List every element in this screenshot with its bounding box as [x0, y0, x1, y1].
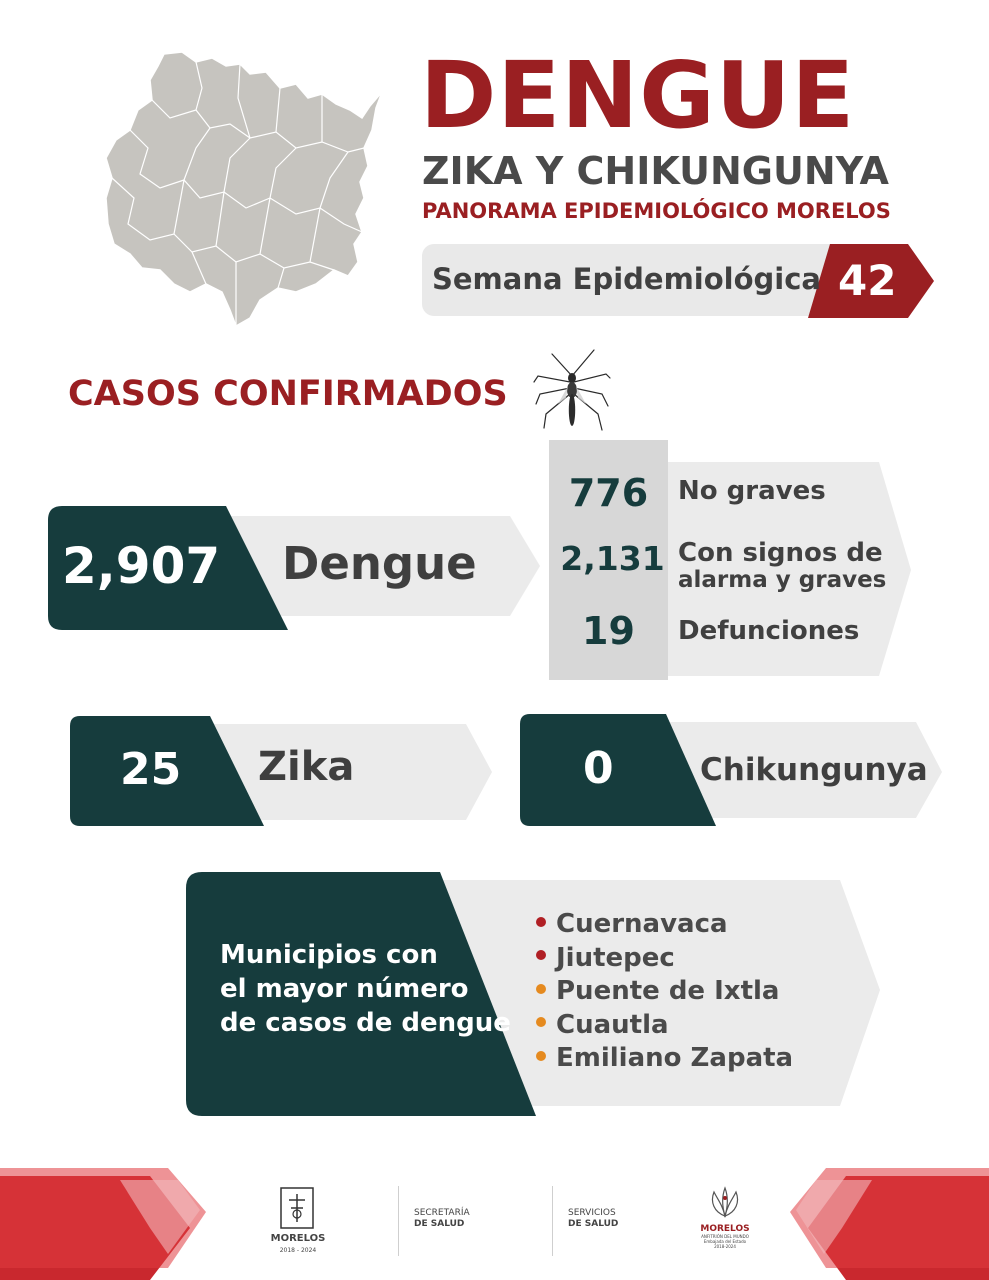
breakdown-no-graves-label: No graves — [678, 476, 826, 506]
municipios-list — [536, 908, 793, 1076]
footer-divider — [552, 1186, 553, 1256]
breakdown-no-graves-value: 776 — [568, 471, 649, 515]
footer-divider — [398, 1186, 399, 1256]
chikungunya-total: 0 — [583, 743, 614, 794]
bullet-dot-icon — [536, 1051, 546, 1061]
municipios-heading-line3: de casos de dengue — [220, 1008, 511, 1038]
morelos-logo-years: 2018 - 2024 — [279, 1247, 317, 1254]
municipios-heading-line1: Municipios con — [220, 940, 438, 970]
municipio-name: Puente de Ixtla — [556, 976, 780, 1006]
dengue-total: 2,907 — [62, 537, 221, 595]
municipio-name: Jiutepec — [556, 942, 675, 973]
bullet-dot-icon — [536, 1017, 546, 1027]
municipio-name: Cuernavaca — [556, 909, 728, 939]
morelos-logo-text: MORELOS — [270, 1233, 326, 1244]
casos-confirmados-title: CASOS CONFIRMADOS — [68, 374, 508, 414]
zika-total: 25 — [120, 744, 182, 795]
list-item — [536, 908, 793, 942]
municipios-heading — [220, 938, 520, 1040]
breakdown-alarma-label-line1: Con signos de — [678, 538, 883, 568]
breakdown-defunciones-label: Defunciones — [678, 616, 860, 646]
breakdown-alarma-value: 2,131 — [560, 539, 665, 578]
morelos-brand-logo-icon — [704, 1186, 746, 1220]
morelos-brand-tagline: ANFITRIÓN DEL MUNDO — [701, 1234, 749, 1239]
municipio-name: Cuautla — [556, 1009, 669, 1040]
footer-left-decoration — [0, 1168, 210, 1280]
dengue-label: Dengue — [282, 537, 477, 590]
morelos-brand-years: 2018-2024 — [714, 1244, 736, 1249]
mosquito-icon — [532, 348, 612, 432]
morelos-brand-text: MORELOS — [700, 1224, 750, 1234]
semana-label: Semana Epidemiológica — [432, 262, 821, 296]
page-subtitle: ZIKA Y CHIKUNGUNYA — [422, 149, 889, 193]
footer-right-decoration — [786, 1168, 989, 1280]
morelos-map-icon — [100, 48, 390, 330]
morelos-coat-of-arms-icon — [279, 1186, 315, 1230]
semana-number: 42 — [838, 256, 897, 305]
list-item — [536, 975, 793, 1009]
list-item — [536, 1042, 793, 1076]
secretaria-line2: DE SALUD — [414, 1219, 465, 1229]
breakdown-alarma-label-line2: alarma y graves — [678, 567, 887, 593]
bullet-dot-icon — [536, 917, 546, 927]
municipios-heading-line2: el mayor número — [220, 974, 469, 1004]
page-title: DENGUE — [420, 42, 856, 149]
secretaria-line1: SECRETARÍA — [414, 1208, 470, 1218]
servicios-line2: DE SALUD — [568, 1219, 619, 1229]
panorama-subtitle: PANORAMA EPIDEMIOLÓGICO MORELOS — [422, 199, 891, 223]
municipio-name: Emiliano Zapata — [556, 1043, 794, 1073]
morelos-brand-sub: Embajada del Estado — [703, 1239, 747, 1244]
bullet-dot-icon — [536, 984, 546, 994]
zika-label: Zika — [258, 744, 355, 790]
breakdown-defunciones-value: 19 — [582, 609, 635, 653]
chikungunya-label: Chikungunya — [700, 752, 928, 788]
list-item — [536, 1009, 793, 1043]
list-item — [536, 942, 793, 976]
servicios-line1: SERVICIOS — [568, 1208, 616, 1218]
bullet-dot-icon — [536, 950, 546, 960]
